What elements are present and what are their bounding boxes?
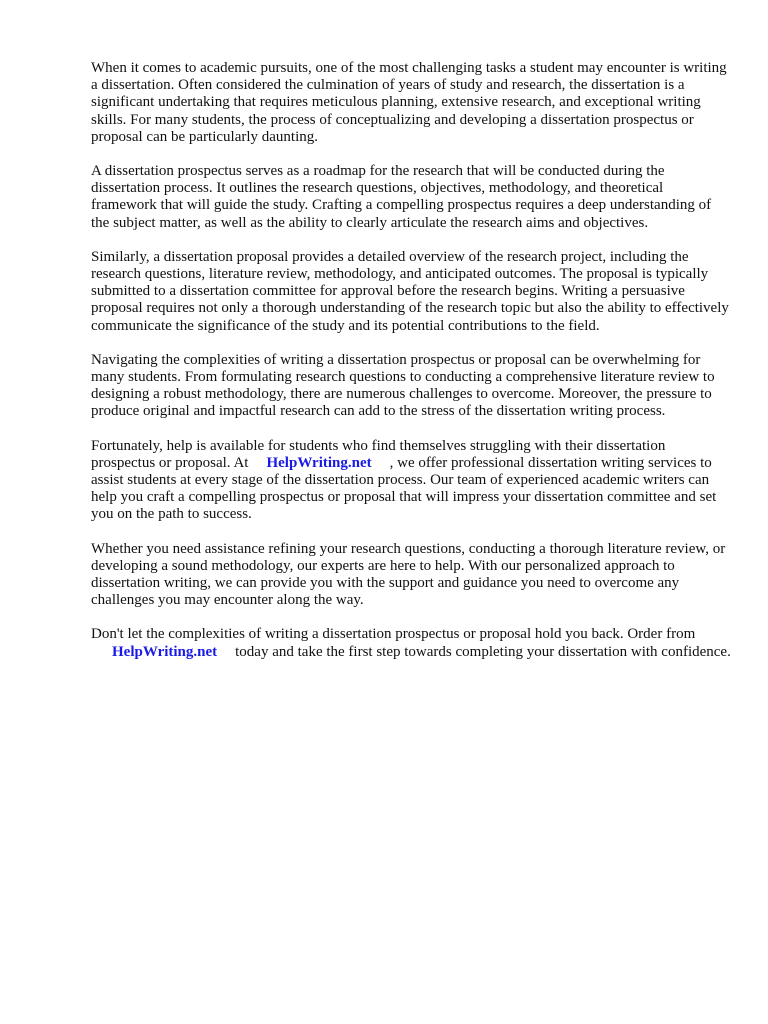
helpwriting-link[interactable]: HelpWriting.net (266, 454, 372, 471)
closing-paragraph-text-before: Don't let the complexities of writing a dissertation prospectus or proposal hold you back. Order from (91, 626, 696, 643)
prospectus-paragraph: A dissertation prospectus serves as a roadmap for the research that will be conducted during the dissertation process. It outlines the research questions, objectives, methodology, and theoretical framework that will guide the study. Crafting a compelling prospectus requires a deep understanding of the subject matter, as well as the ability to clearly articulate the research aims and objectives. (91, 163, 712, 231)
intro-paragraph: When it comes to academic pursuits, one of the most challenging tasks a student may encounter is writing a dissertation. Often considered the culmination of years of study and research, the dissertation is a significant undertaking that requires meticulous planning, extensive research, and exceptional writing skills. For many students, the process of conceptualizing and developing a dissertation prospectus or proposal can be particularly daunting. (91, 60, 727, 145)
challenges-paragraph: Navigating the complexities of writing a dissertation prospectus or proposal can be overwhelming for many students. From formulating research questions to conducting a comprehensive literature review to designing a robust methodology, there are numerous challenges to overcome. Moreover, the pressure to produce original and impactful research can add to the stress of the dissertation writing process. (91, 351, 715, 420)
closing-paragraph-text-after: today and take the first step towards completing your dissertation with confidence. (235, 643, 731, 660)
closing-paragraph (91, 626, 731, 660)
help-paragraph-text-after: , we offer professional dissertation writing services to assist students at every stage of the dissertation process. Our team of experienced academic writers can help you craft a compelling prospectus or proposal that will impress your dissertation committee and set you on the path to success. (91, 454, 717, 523)
help-paragraph (91, 438, 731, 524)
assist-paragraph: Whether you need assistance refining your research questions, conducting a thorough literature review, or developing a sound methodology, our experts are here to help. With our personalized approach to dissertation writing, we can provide you with the support and guidance you need to overcome any challenges you may encounter along the way. (91, 540, 726, 609)
helpwriting-order-link[interactable]: HelpWriting.net (112, 643, 218, 660)
help-paragraph-text-before: Fortunately, help is available for students who find themselves struggling with their dissertation prospectus or proposal. At (91, 437, 666, 471)
proposal-paragraph: Similarly, a dissertation proposal provides a detailed overview of the research project, including the research questions, literature review, methodology, and anticipated outcomes. The proposal is typically submitted to a dissertation committee for approval before the research begins. Writing a persuasive proposal requires not only a thorough understanding of the research topic but also the ability to effectively communicate the significance of the study and its potential contributions to the field. (91, 248, 729, 334)
document-page (91, 60, 731, 678)
